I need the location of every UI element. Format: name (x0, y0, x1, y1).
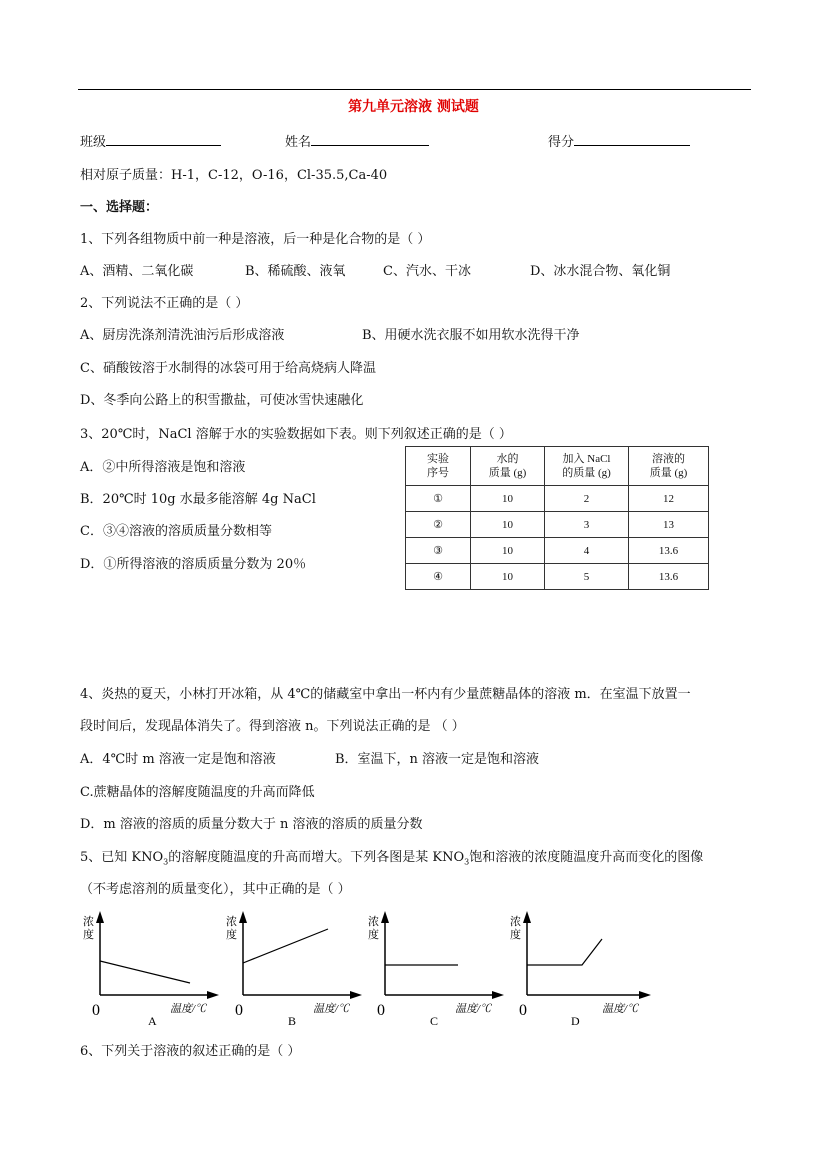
name-blank[interactable] (311, 131, 429, 146)
q1-option-d: D、冰水混合物、氧化铜 (530, 264, 671, 279)
q3-option-d: D．①所得溶液的溶质质量分数为 20％ (80, 557, 307, 572)
score-label: 得分 (548, 135, 575, 150)
graph-d (502, 905, 662, 1030)
graph-a (75, 905, 230, 1030)
origin-label: 0 (519, 1002, 527, 1019)
graph-b (218, 905, 373, 1030)
table-cell: 12 (629, 486, 709, 512)
graph-curve (527, 939, 602, 965)
q2-stem: 2、下列说法不正确的是（ ） (80, 296, 249, 311)
page-title: 第九单元溶液 测试题 (348, 99, 479, 115)
table-row (406, 538, 709, 564)
q1-option-b: B、稀硫酸、液氧 (245, 264, 346, 279)
q4-option-c: C.蔗糖晶体的溶解度随温度的升高而降低 (80, 785, 315, 800)
q1-option-a: A、酒精、二氧化碳 (80, 264, 194, 279)
q1-option-c: C、汽水、干冰 (383, 264, 471, 279)
table-header-cell: 溶液的 质量 (g) (629, 447, 709, 486)
y-label-bottom: 度 (510, 929, 521, 941)
y-label-top: 浓 (83, 916, 94, 928)
table-header-cell: 实验 序号 (406, 447, 471, 486)
table-header-cell: 加入 NaCl 的质量 (g) (545, 447, 629, 486)
top-rule (78, 89, 751, 90)
table-header-row (406, 447, 709, 486)
name-label: 姓名 (285, 135, 312, 150)
origin-label: 0 (235, 1002, 243, 1019)
y-label-top: 浓 (510, 916, 521, 928)
q4-option-a: A．4℃时 m 溶液一定是饱和溶液 (80, 752, 276, 767)
q4-option-d: D．m 溶液的溶质的质量分数大于 n 溶液的溶质的质量分数 (80, 817, 423, 832)
name-field (285, 131, 429, 150)
q4-option-b: B．室温下，n 溶液一定是饱和溶液 (335, 752, 540, 767)
table-cell: 10 (471, 486, 545, 512)
origin-label: 0 (92, 1002, 100, 1019)
q5-stem-line1: 5、已知 $KNO_3$的溶解度随温度的升高而增大。下列各图是某 $KNO_3$饱和溶液的浓度随温度升高而变化的图像 (80, 850, 704, 867)
q5-stem-line2: （不考虑溶剂的质量变化），其中正确的是（ ） (80, 882, 351, 897)
class-field (80, 131, 221, 150)
table-row (406, 486, 709, 512)
table-cell: ③ (406, 538, 471, 564)
x-label: 温度/℃ (170, 1003, 207, 1015)
x-label: 温度/℃ (455, 1003, 492, 1015)
x-label: 温度/℃ (602, 1003, 639, 1015)
table-cell: 10 (471, 564, 545, 590)
table-row (406, 512, 709, 538)
table-cell: 5 (545, 564, 629, 590)
score-blank[interactable] (574, 131, 690, 146)
q2-option-c: C、硝酸铵溶于水制得的冰袋可用于给高烧病人降温 (80, 361, 376, 376)
q1-stem: 1、下列各组物质中前一种是溶液，后一种是化合物的是（ ） (80, 232, 431, 247)
table-header-cell: 水的 质量 (g) (471, 447, 545, 486)
table-cell: ① (406, 486, 471, 512)
atomic-mass: 相对原子质量：H-1，C-12，O-16，Cl-35.5,Ca-40 (80, 168, 388, 183)
graph-letter: B (288, 1014, 297, 1028)
table-cell: 13.6 (629, 538, 709, 564)
y-label-top: 浓 (368, 916, 379, 928)
table-cell: 4 (545, 538, 629, 564)
class-blank[interactable] (106, 131, 221, 146)
table-cell: 13 (629, 512, 709, 538)
q2-option-d: D、冬季向公路上的积雪撒盐，可使冰雪快速融化 (80, 393, 364, 408)
q3-option-a: A．②中所得溶液是饱和溶液 (80, 460, 246, 475)
class-label: 班级 (80, 135, 107, 150)
table-cell: 13.6 (629, 564, 709, 590)
table-cell: 3 (545, 512, 629, 538)
table-cell: ④ (406, 564, 471, 590)
table-row (406, 564, 709, 590)
section-heading: 一、选择题： (80, 200, 159, 215)
y-label-bottom: 度 (83, 929, 94, 941)
y-label-bottom: 度 (368, 929, 379, 941)
table-cell: 2 (545, 486, 629, 512)
graph-letter: A (148, 1014, 157, 1028)
score-field (548, 131, 690, 150)
q2-option-a: A、厨房洗涤剂清洗油污后形成溶液 (80, 328, 285, 343)
q2-option-b: B、用硬水洗衣服不如用软水洗得干净 (362, 328, 580, 343)
table-cell: 10 (471, 512, 545, 538)
y-label-top: 浓 (226, 916, 237, 928)
q4-stem-line2: 段时间后，发现晶体消失了。得到溶液 n。下列说法正确的是 （ ） (80, 719, 465, 734)
table-cell: 10 (471, 538, 545, 564)
y-label-bottom: 度 (226, 929, 237, 941)
graph-curve (100, 961, 190, 983)
graph-c (360, 905, 515, 1030)
x-label: 温度/℃ (313, 1003, 350, 1015)
table-cell: ② (406, 512, 471, 538)
q6-stem: 6、下列关于溶液的叙述正确的是（ ） (80, 1044, 301, 1059)
experiment-table (405, 446, 709, 590)
q4-stem-line1: 4、炎热的夏天，小林打开冰箱，从 4℃的储藏室中拿出一杯内有少量蔗糖晶体的溶液 m．在室温下放置一 (80, 687, 691, 702)
q3-stem: 3、20℃时，NaCl 溶解于水的实验数据如下表。则下列叙述正确的是（ ） (80, 427, 512, 442)
origin-label: 0 (377, 1002, 385, 1019)
q3-option-b: B．20℃时 10g 水最多能溶解 4g NaCl (80, 492, 316, 507)
graph-letter: D (571, 1014, 580, 1028)
graph-letter: C (430, 1014, 439, 1028)
q3-option-c: C．③④溶液的溶质质量分数相等 (80, 524, 272, 539)
graph-curve (243, 929, 328, 963)
